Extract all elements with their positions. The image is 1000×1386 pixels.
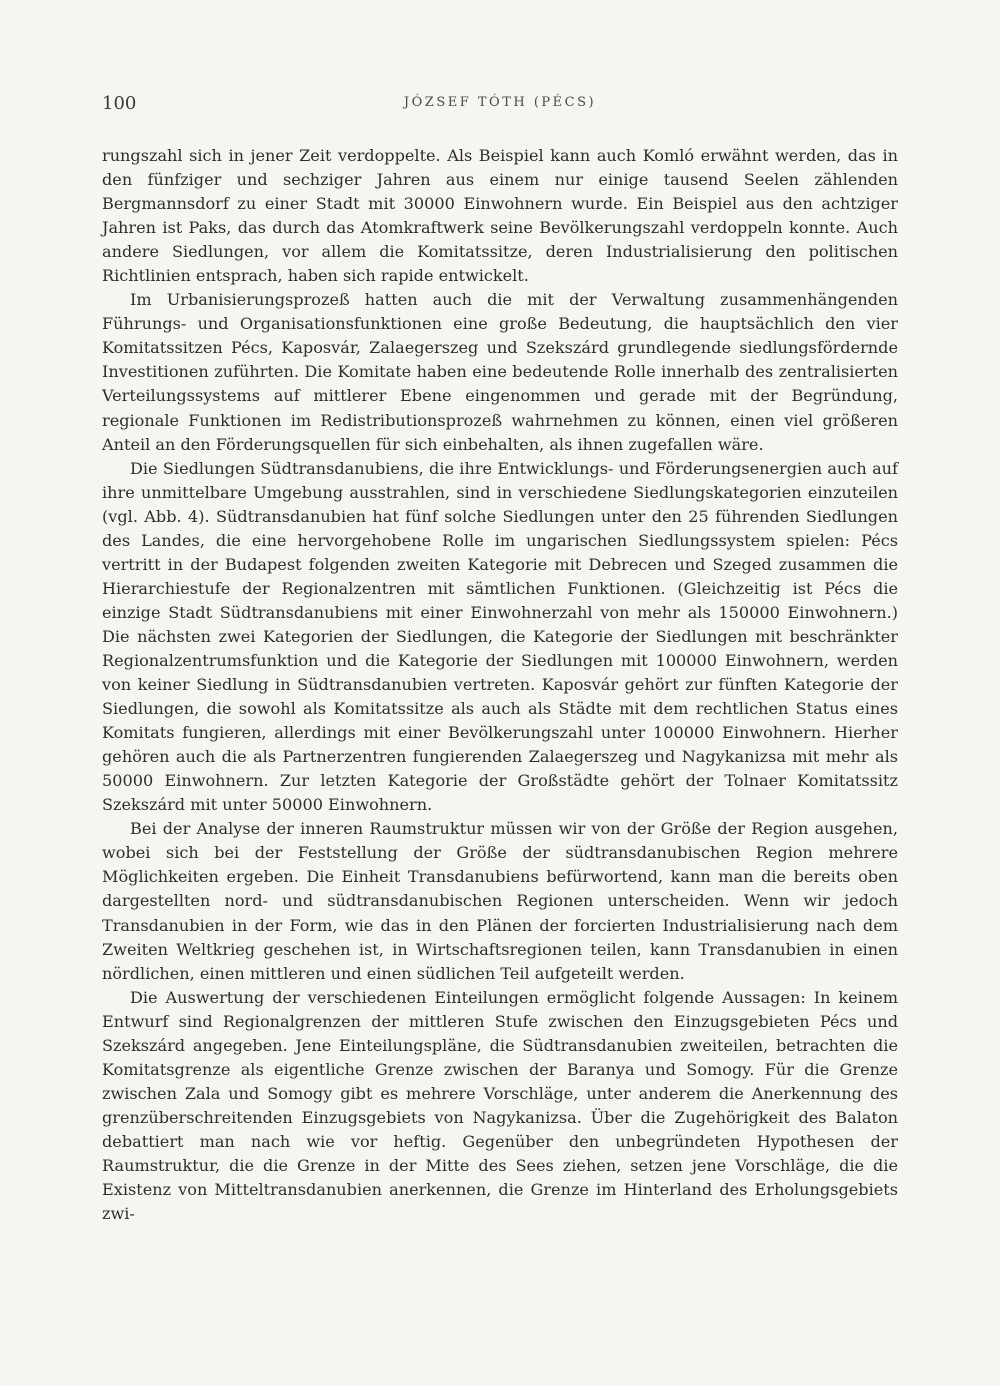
paragraph-4: Bei der Analyse der inneren Raumstruktur müssen wir von der Größe der Region ausgehen, wobei sich bei der Feststellung der Größe der südtransdanubischen Region mehrere Möglichkeiten ergeben. Die Einheit Transdanubiens befürwortend, kann man die bereits oben dargestellten nord- und südtransdanubischen Regionen unterscheiden. Wenn wir jedoch Transdanubien in der Form, wie das in den Plänen der forcierten Industrialisierung nach dem Zweiten Weltkrieg geschehen ist, in Wirtschaftsregionen teilen, kann Transdanubien in einen nördlichen, einen mittleren und einen südlichen Teil aufgeteilt werden.	[102, 819, 898, 983]
body-text	[102, 144, 898, 1226]
page-number: 100	[102, 93, 137, 114]
running-head: JÓZSEF TÓTH (PÉCS)	[403, 95, 597, 110]
page-header	[102, 93, 898, 117]
paragraph-1: rungszahl sich in jener Zeit verdoppelte. Als Beispiel kann auch Komló erwähnt werden, das in den fünfziger und sechziger Jahren aus einem nur einige tausend Seelen zählenden Bergmannsdorf zu einer Stadt mit 30000 Einwohnern wurde. Ein Beispiel aus den achtziger Jahren ist Paks, das durch das Atomkraftwerk seine Bevölkerungszahl verdoppeln konnte. Auch andere Siedlungen, vor allem die Komitatssitze, deren Industrialisierung den politischen Richtlinien entsprach, haben sich rapide entwickelt.	[102, 146, 898, 286]
paragraph-5: Die Auswertung der verschiedenen Einteilungen ermöglicht folgende Aussagen: In keinem Entwurf sind Regionalgrenzen der mittleren Stufe zwischen den Einzugsgebieten Pécs und Szekszárd angegeben. Jene Einteilungspläne, die Südtransdanubien zweiteilen, betrachten die Komitatsgrenze als eigentliche Grenze zwischen der Baranya und Somogy. Für die Grenze zwischen Zala und Somogy gibt es mehrere Vorschläge, unter anderem die Anerkennung des grenzüberschreitenden Einzugsgebiets von Nagykanizsa. Über die Zugehörigkeit des Balaton debattiert man nach wie vor heftig. Gegenüber den unbegründeten Hypothesen der Raumstruktur, die die Grenze in der Mitte des Sees ziehen, setzen jene Vorschläge, die die Existenz von Mitteltransdanubien anerkennen, die Grenze im Hinterland des Erholungsgebiets zwi-	[102, 987, 898, 1224]
paragraph-3: Die Siedlungen Südtransdanubiens, die ihre Entwicklungs- und Förderungsenergien auch auf ihre unmittelbare Umgebung ausstrahlen, sind in verschiedene Siedlungskategorien einzuteilen (vgl. Abb. 4). Südtransdanubien hat fünf solche Siedlungen unter den 25 führenden Siedlungen des Landes, die eine hervorgehobene Rolle im ungarischen Siedlungssystem spielen: Pécs vertritt in der Budapest folgenden zweiten Kategorie mit Debrecen und Szeged zusammen die Hierarchiestufe der Regionalzentren mit sämtlichen Funktionen. (Gleichzeitig ist Pécs die einzige Stadt Südtransdanubiens mit einer Einwohnerzahl von mehr als 150000 Einwohnern.) Die nächsten zwei Kategorien der Siedlungen, die Kategorie der Siedlungen mit beschränkter Regionalzentrumsfunktion und die Kategorie der Siedlungen mit 100000 Einwohnern, werden von keiner Siedlung in Südtransdanubien vertreten. Kaposvár gehört zur fünften Kategorie der Siedlungen, die sowohl als Komitatssitze als auch als Städte mit dem rechtlichen Status eines Komitats fungieren, allerdings mit einer Bevölkerungszahl unter 100000 Einwohnern. Hierher gehören auch die als Partnerzentren fungierenden Zalaegerszeg und Nagykanizsa mit mehr als 50000 Einwohnern. Zur letzten Kategorie der Großstädte gehört der Tolnaer Komitatssitz Szekszárd mit unter 50000 Einwohnern.	[102, 458, 898, 815]
paragraph-2: Im Urbanisierungsprozeß hatten auch die mit der Verwaltung zusammenhängenden Führungs- und Organisationsfunktionen eine große Bedeutung, die hauptsächlich den vier Komitatssitzen Pécs, Kaposvár, Zalaegerszeg und Szekszárd grundlegende siedlungsfördernde Investitionen zuführten. Die Komitate haben eine bedeutende Rolle innerhalb des zentralisierten Verteilungssystems auf mittlerer Ebene eingenommen und gerade mit der Begründung, regionale Funktionen im Redistributionsprozeß wahrnehmen zu können, einen viel größeren Anteil an den Förderungsquellen für sich einbehalten, als ihnen zugefallen wäre.	[102, 290, 898, 454]
